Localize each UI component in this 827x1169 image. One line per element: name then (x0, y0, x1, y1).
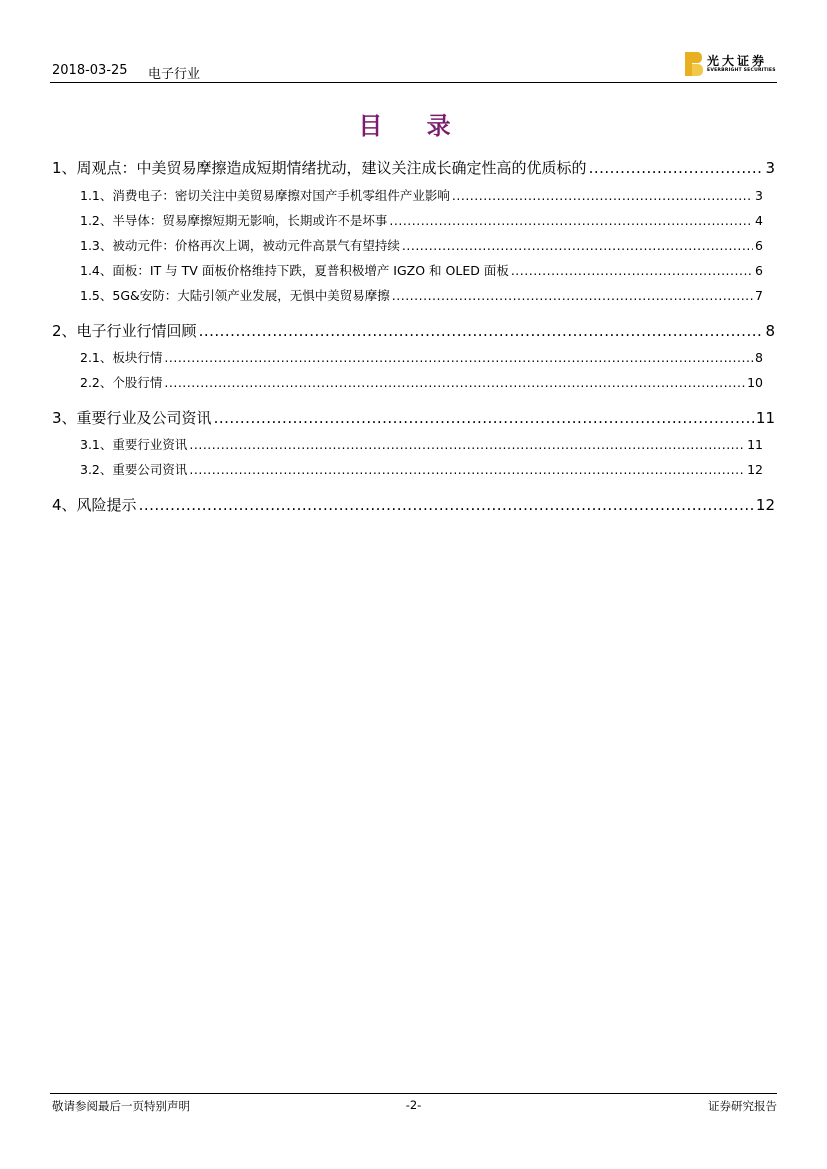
everbright-logo-icon (685, 52, 703, 76)
toc-page: 7 (755, 288, 763, 303)
toc-number: 1、 (52, 159, 77, 177)
report-type: 证券研究报告 (708, 1099, 777, 1113)
toc-title-text: 重要公司资讯 (112, 462, 188, 477)
toc-title-text: 重要行业资讯 (112, 437, 188, 452)
leader-dots (189, 462, 745, 477)
toc-entry-1-2[interactable] (80, 211, 763, 228)
toc-entry-3[interactable] (52, 407, 775, 427)
toc-title-text: 被动元件：价格再次上调，被动元件高景气有望持续 (112, 238, 400, 253)
toc-title-text: 电子行业行情回顾 (76, 322, 197, 340)
toc-page: 6 (755, 263, 763, 278)
toc-title: 目 录 (358, 111, 469, 140)
toc-title-text: 风险提示 (76, 496, 137, 514)
page-footer (50, 1093, 777, 1116)
leader-dots (189, 437, 745, 452)
leader-dots (164, 375, 745, 390)
toc-title-text: 周观点：中美贸易摩擦造成短期情绪扰动，建议关注成长确定性高的优质标的 (76, 159, 587, 177)
toc-title-text: 5G&安防：大陆引领产业发展，无惧中美贸易摩擦 (112, 288, 390, 303)
leader-dots (139, 496, 754, 514)
toc-title-text: 消费电子：密切关注中美贸易摩擦对国产手机零组件产业影响 (112, 188, 450, 203)
logo-text-en: EVERBRIGHT SECURITIES (707, 68, 776, 73)
toc-page: 12 (747, 462, 763, 477)
toc-page: 11 (755, 409, 775, 427)
toc-number: 2、 (52, 322, 77, 340)
leader-dots (389, 213, 753, 228)
toc-entry-3-1[interactable] (80, 435, 763, 452)
industry-label: 电子行业 (148, 67, 201, 82)
toc-entry-1-1[interactable] (80, 186, 763, 203)
toc-entry-4[interactable] (52, 494, 775, 514)
toc-page: 6 (755, 238, 763, 253)
leader-dots (199, 322, 764, 340)
toc-page: 4 (755, 213, 763, 228)
toc-page: 3 (765, 159, 775, 177)
toc-page: 3 (755, 188, 763, 203)
toc-entry-2[interactable] (52, 320, 775, 340)
logo-text-cn: 光大证券 (707, 54, 768, 68)
toc-number: 2.1、 (80, 350, 113, 365)
toc-title-text: 个股行情 (112, 375, 163, 390)
toc-page: 11 (747, 437, 763, 452)
toc-entry-1-4[interactable] (80, 261, 763, 278)
page-header (50, 54, 777, 83)
toc-number: 1.4、 (80, 263, 113, 278)
toc-entry-2-1[interactable] (80, 348, 763, 365)
toc-page: 12 (755, 496, 775, 514)
toc-title-text: 板块行情 (112, 350, 163, 365)
toc-page: 10 (747, 375, 763, 390)
toc-entry-1[interactable] (52, 157, 775, 177)
page-number: -2- (405, 1098, 422, 1112)
toc-entry-2-2[interactable] (80, 373, 763, 390)
toc-entry-1-5[interactable] (80, 286, 763, 303)
toc-number: 1.1、 (80, 188, 113, 203)
toc-entry-1-3[interactable] (80, 236, 763, 253)
leader-dots (392, 288, 753, 303)
toc-number: 4、 (52, 496, 77, 514)
leader-dots (214, 409, 754, 427)
toc-number: 1.5、 (80, 288, 113, 303)
toc-number: 3.1、 (80, 437, 113, 452)
toc-title-text: 面板：IT 与 TV 面板价格维持下跌，夏普积极增产 IGZO 和 OLED 面板 (112, 263, 509, 278)
disclaimer-note: 敬请参阅最后一页特别声明 (52, 1099, 190, 1113)
toc-number: 3、 (52, 409, 77, 427)
toc-entry-3-2[interactable] (80, 460, 763, 477)
leader-dots (589, 159, 764, 177)
leader-dots (452, 188, 753, 203)
toc-number: 2.2、 (80, 375, 113, 390)
toc-number: 1.2、 (80, 213, 113, 228)
company-logo (685, 52, 777, 78)
report-date: 2018-03-25 (52, 63, 128, 78)
toc-number: 1.3、 (80, 238, 113, 253)
toc-number: 3.2、 (80, 462, 113, 477)
toc-title-text: 重要行业及公司资讯 (76, 409, 212, 427)
toc-page: 8 (765, 322, 775, 340)
leader-dots (511, 263, 753, 278)
leader-dots (164, 350, 753, 365)
toc-page: 8 (755, 350, 763, 365)
leader-dots (402, 238, 753, 253)
toc-title-text: 半导体：贸易摩擦短期无影响，长期或许不是坏事 (112, 213, 388, 228)
